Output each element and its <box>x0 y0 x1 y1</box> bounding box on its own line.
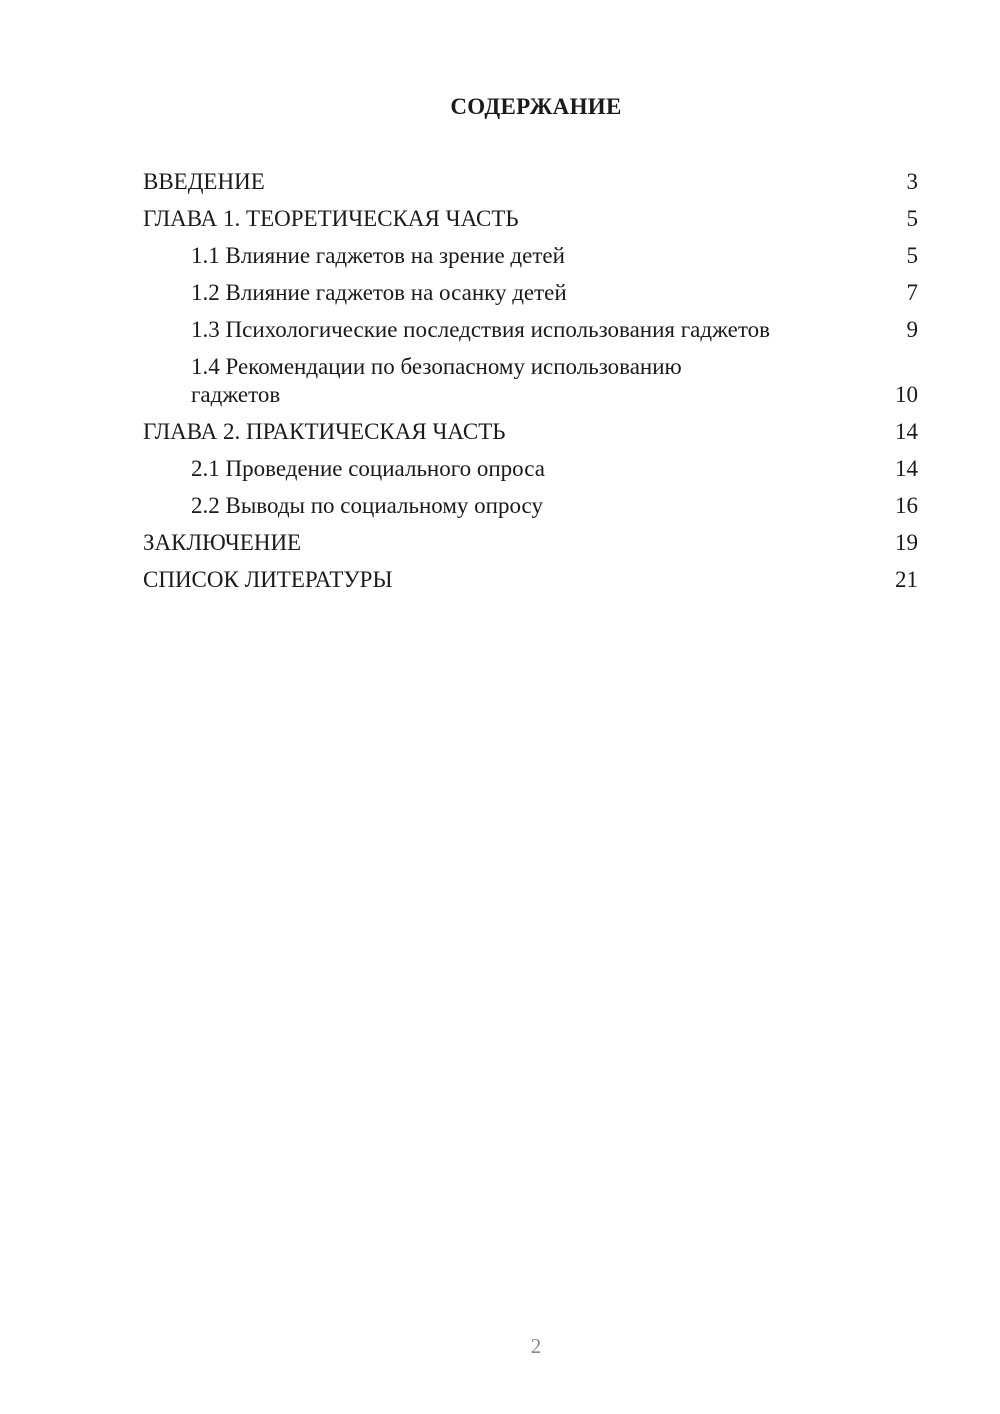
toc-entry-section-1-2[interactable] <box>143 279 918 307</box>
page-number: 2 <box>530 1334 542 1358</box>
toc-entry-section-1-1[interactable] <box>143 242 918 270</box>
toc-entry-section-2-1[interactable] <box>143 455 918 483</box>
toc-entry-chapter-1[interactable] <box>143 205 918 233</box>
toc-entry-conclusion[interactable] <box>143 529 918 557</box>
toc-entry-text: 1.1 Влияние гаджетов на зрение детей <box>191 243 565 268</box>
toc-entry-page: 21 <box>895 567 918 592</box>
toc-entry-text: ГЛАВА 1. ТЕОРЕТИЧЕСКАЯ ЧАСТЬ <box>143 206 519 231</box>
toc-entry-text: ВВЕДЕНИЕ <box>143 169 265 194</box>
toc-entry-text: ЗАКЛЮЧЕНИЕ <box>143 530 302 555</box>
toc-entry-page: 9 <box>906 317 918 342</box>
toc-entry-page: 14 <box>895 419 918 444</box>
toc-entry-text: 1.2 Влияние гаджетов на осанку детей <box>191 280 567 305</box>
toc-entry-text: СПИСОК ЛИТЕРАТУРЫ <box>143 567 393 592</box>
toc-entry-chapter-2[interactable] <box>143 418 918 446</box>
toc-entry-section-1-3[interactable] <box>143 316 918 344</box>
toc-entry-text: ГЛАВА 2. ПРАКТИЧЕСКАЯ ЧАСТЬ <box>143 419 506 444</box>
toc-entry-page: 16 <box>895 493 918 518</box>
toc-entry-page: 7 <box>906 280 918 305</box>
toc-entry-section-1-4[interactable] <box>143 353 918 409</box>
toc-entry-introduction[interactable] <box>143 168 918 196</box>
toc-entry-page: 5 <box>906 206 918 231</box>
toc-entry-text: 2.1 Проведение социального опроса <box>191 456 545 481</box>
toc-entry-page: 5 <box>906 243 918 268</box>
toc-entry-text: 1.3 Психологические последствия использования гаджетов <box>191 317 770 342</box>
toc-entry-text: 2.2 Выводы по социальному опросу <box>191 493 543 518</box>
toc-entry-text: 1.4 Рекомендации по безопасному использованию гаджетов <box>191 354 682 407</box>
toc-entry-references[interactable] <box>143 566 918 594</box>
table-of-contents <box>143 168 918 603</box>
toc-entry-page: 3 <box>906 169 918 194</box>
toc-entry-section-2-2[interactable] <box>143 492 918 520</box>
toc-entry-page: 10 <box>895 382 918 407</box>
toc-title: СОДЕРЖАНИЕ <box>450 94 622 119</box>
toc-entry-page: 14 <box>895 456 918 481</box>
toc-entry-page: 19 <box>895 530 918 555</box>
